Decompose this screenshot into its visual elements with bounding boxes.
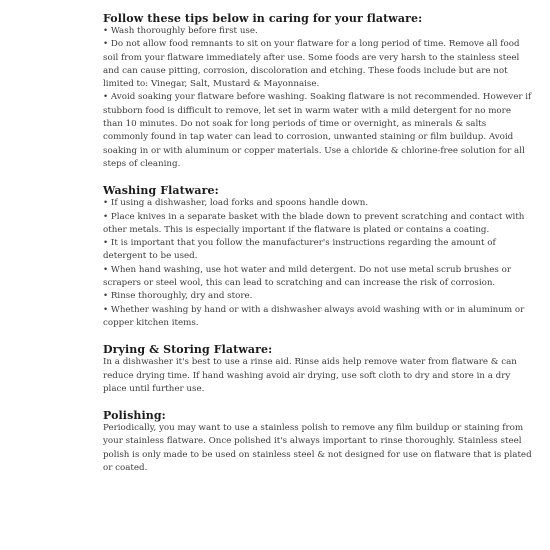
paragraph: Periodically, you may want to use a stainless polish to remove any film buildup or staining from your stainless flatware. Once polished it's always important to rinse thoroughly. Stainless steel polish is only made to be used on stainless steel & not designed for use on flatware that is plated or coated. [103,423,532,474]
list-item: • Avoid soaking your flatware before washing. Soaking flatware is not recommended. However if stubborn food is difficult to remove, let set in warm water with a mild detergent for no more than 10 minutes. Do not soak for long periods of time or overnight, as minerals & salts commonly found in tap water can lead to corrosion, unwanted staining or film buildup. Avoid soaking in or with aluminum or copper materials. Use a chloride & chlorine-free solution for all steps of cleaning. [103,92,532,169]
list-item: • Whether washing by hand or with a dishwasher always avoid washing with or in aluminum or copper kitchen items. [103,304,525,328]
paragraph: In a dishwasher it's best to use a rinse aid. Rinse aids help remove water from flatware & can reduce drying time. If hand washing avoid air drying, use soft cloth to dry and store in a dry place until further use. [103,357,517,394]
list-item: • Do not allow food remnants to sit on your flatware for a long period of time. Remove all food soil from your flatware immediately after use. Some foods are very harsh to the stainless steel and can cause pitting, corrosion, discoloration and etching. These foods include but are not limited to: Vinegar, Salt, Mustard & Mayonnaise. [103,39,520,90]
section-heading: Follow these tips below in caring for your flatware: [103,12,423,25]
list-item: • If using a dishwasher, load forks and spoons handle down. [103,198,369,209]
section-body [103,25,532,171]
section-heading: Drying & Storing Flatware: [103,343,273,357]
section-washing-flatware [103,184,532,330]
list-item: • It is important that you follow the manufacturer's instructions regarding the amount of detergent to be used. [103,238,496,262]
section-body [103,422,532,475]
section-heading: Washing Flatware: [103,184,219,198]
list-item: • Rinse thoroughly, dry and store. [103,291,253,302]
section-body [103,356,532,396]
section-care-tips [103,12,532,171]
list-item: • When hand washing, use hot water and mild detergent. Do not use metal scrub brushes or scrapers or steel wool, this can lead to scratching and can increase the risk of corrosion. [103,264,512,289]
section-heading: Polishing: [103,409,166,423]
section-drying-storing [103,343,532,396]
list-item: • Wash thoroughly before first use. [103,26,258,36]
section-body [103,197,532,330]
list-item: • Place knives in a separate basket with the blade down to prevent scratching and contact with other metals. This is especially important if the flatware is plated or contains a coating. [103,211,525,235]
section-polishing [103,409,532,475]
